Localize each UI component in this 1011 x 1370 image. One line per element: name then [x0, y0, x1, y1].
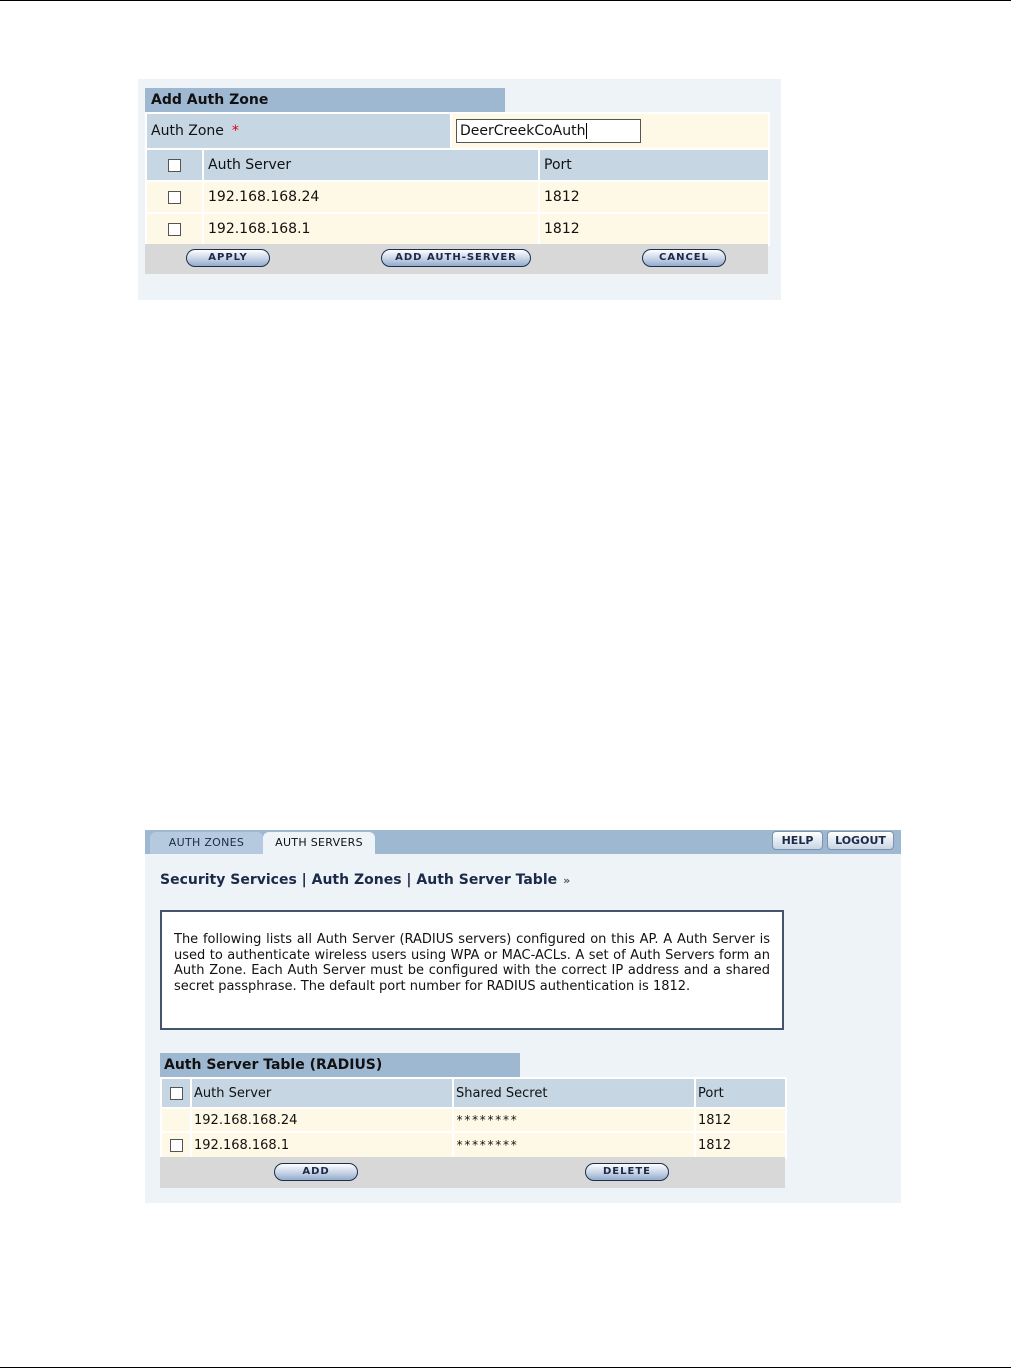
table-row [146, 181, 769, 213]
tab-strip [145, 830, 901, 854]
description-box [160, 910, 784, 1030]
auth-servers-panel [145, 830, 901, 1203]
zone-server-table [145, 148, 770, 246]
description-text: The following lists all Auth Server (RADIUS servers) configured on this AP. A Auth Server is used to authenticate wireless users using WPA or MAC-ACLs. A set of Auth Servers form an Auth Zone. Each Auth Server must be configured with the correct IP address and a shared secret passphrase. The default port number for RADIUS authentication is 1812. [174, 932, 770, 995]
auth-server-header-row [161, 1078, 786, 1108]
tab-auth-servers[interactable]: AUTH SERVERS [263, 832, 375, 854]
zone-button-bar [145, 244, 768, 274]
table-row [161, 1108, 786, 1132]
cell-port: 1812 [695, 1132, 786, 1158]
add-auth-server-button[interactable]: ADD AUTH-SERVER [381, 249, 531, 267]
auth-zone-label-cell [146, 113, 451, 149]
breadcrumb-arrow-icon: » [563, 874, 571, 887]
bottom-rule [0, 1367, 1011, 1368]
auth-zone-input-value: DeerCreekCoAuth [460, 123, 586, 139]
help-button[interactable]: HELP [772, 831, 823, 850]
header-shared-secret: Shared Secret [453, 1078, 695, 1108]
server-button-bar [160, 1157, 785, 1188]
text-cursor [586, 123, 587, 139]
header-port: Port [695, 1078, 786, 1108]
cell-port: 1812 [539, 181, 769, 213]
add-auth-zone-title: Add Auth Zone [145, 88, 505, 112]
select-all-checkbox[interactable] [170, 1087, 183, 1100]
select-all-cell [161, 1078, 191, 1108]
cell-auth-server: 192.168.168.1 [203, 213, 539, 245]
auth-server-table-title: Auth Server Table (RADIUS) [160, 1053, 520, 1077]
row-checkbox-cell [161, 1132, 191, 1158]
logout-button[interactable]: LOGOUT [827, 831, 894, 850]
header-auth-server: Auth Server [191, 1078, 453, 1108]
auth-zone-label: Auth Zone [151, 123, 224, 139]
row-checkbox-cell [161, 1108, 191, 1132]
zone-server-header-row [146, 149, 769, 181]
row-checkbox-cell [146, 181, 203, 213]
breadcrumb [160, 872, 570, 888]
row-checkbox[interactable] [168, 223, 181, 236]
row-checkbox[interactable] [170, 1139, 183, 1152]
table-row [161, 1132, 786, 1158]
auth-server-table [160, 1077, 787, 1159]
add-button[interactable]: ADD [274, 1163, 358, 1181]
cancel-button[interactable]: CANCEL [642, 249, 726, 267]
delete-button[interactable]: DELETE [585, 1163, 669, 1181]
auth-zone-form-table [145, 112, 770, 150]
auth-zone-row [146, 113, 769, 149]
table-row [146, 213, 769, 245]
add-auth-zone-panel [138, 79, 781, 300]
auth-zone-value-cell [451, 113, 769, 149]
row-checkbox[interactable] [168, 191, 181, 204]
select-all-checkbox[interactable] [168, 159, 181, 172]
required-marker: * [231, 123, 239, 139]
cell-shared-secret: ******** [453, 1108, 695, 1132]
cell-auth-server: 192.168.168.1 [191, 1132, 453, 1158]
cell-shared-secret: ******** [453, 1132, 695, 1158]
auth-zone-input[interactable] [456, 119, 641, 143]
top-rule [0, 0, 1011, 1]
apply-button[interactable]: APPLY [186, 249, 270, 267]
tab-auth-zones[interactable]: AUTH ZONES [150, 832, 263, 854]
row-checkbox-cell [146, 213, 203, 245]
breadcrumb-text: Security Services | Auth Zones | Auth Server Table [160, 872, 558, 888]
cell-auth-server: 192.168.168.24 [191, 1108, 453, 1132]
cell-port: 1812 [539, 213, 769, 245]
cell-port: 1812 [695, 1108, 786, 1132]
cell-auth-server: 192.168.168.24 [203, 181, 539, 213]
header-port: Port [539, 149, 769, 181]
header-auth-server: Auth Server [203, 149, 539, 181]
select-all-cell [146, 149, 203, 181]
